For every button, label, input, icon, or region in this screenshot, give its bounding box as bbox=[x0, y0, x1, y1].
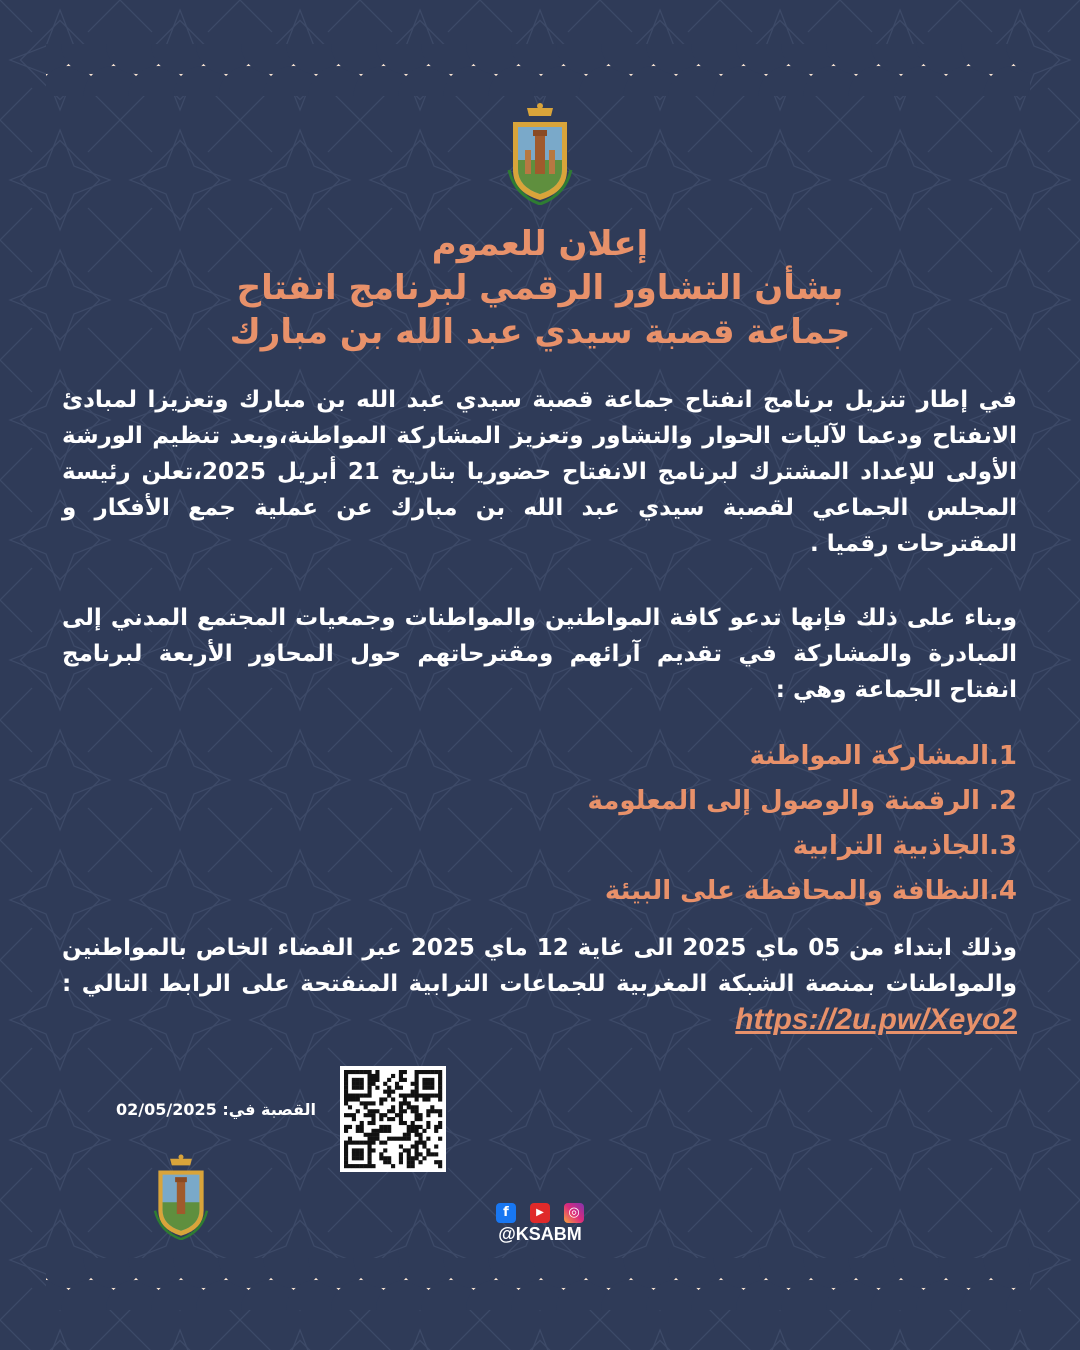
facebook-icon[interactable]: f bbox=[496, 1203, 516, 1223]
period-paragraph bbox=[62, 930, 1017, 1040]
date-line bbox=[76, 1100, 316, 1119]
axis-item-4: 4.النظافة والمحافظة على البيئة bbox=[604, 876, 1017, 906]
social-handle: @KSABM bbox=[498, 1224, 582, 1244]
intro-paragraph: في إطار تنزيل برنامج انفتاح جماعة قصبة سيدي عبد الله بن مبارك وتعزيزا لمبادئ الانفتاح ودعما لآليات الحوار والتشاور وتعزيز المشاركة المواطنة،وبعد تنظيم الورشة الأولى للإعداد المشترك لبرنامج الانفتاح حضوريا بتاريخ 21 أبريل 2025،تعلن رئيسة المجلس الجماعي لقصبة سيدي عبد الله بن مبارك عن عملية جمع الأفكار و المقترحات رقميا . bbox=[62, 387, 1017, 557]
title-line-2: بشأن التشاور الرقمي لبرنامج انفتاح bbox=[236, 268, 844, 308]
program-axes-list bbox=[62, 734, 1017, 914]
consultation-link[interactable]: https://2u.pw/Xeyo2 bbox=[735, 1003, 1017, 1036]
axis-item-2: 2. الرقمنة والوصول إلى المعلومة bbox=[587, 786, 1017, 816]
invitation-paragraph: وبناء على ذلك فإنها تدعو كافة المواطنين والمواطنات وجمعيات المجتمع المدني إلى المبادرة والمشاركة في تقديم آرائهم ومقترحاتهم حول المحاور الأربعة لبرنامج انفتاح الجماعة وهي : bbox=[62, 605, 1017, 703]
social-icons bbox=[490, 1203, 594, 1225]
top-ornament-band bbox=[46, 44, 1030, 96]
axis-item-1: 1.المشاركة المواطنة bbox=[749, 741, 1017, 771]
instagram-icon[interactable]: ◎ bbox=[564, 1203, 584, 1223]
period-text: وذلك ابتداء من 05 ماي 2025 الى غاية 12 ماي 2025 عبر الفضاء الخاص بالمواطنين والمواطنات بمنصة الشبكة المغربية للجماعات الترابية المنفتحة على الرابط التالي : bbox=[62, 935, 1018, 997]
title-line-3: جماعة قصبة سيدي عبد الله بن مبارك bbox=[229, 312, 851, 352]
title-line-1: إعلان للعموم bbox=[431, 224, 649, 264]
place-label: القصبة في: bbox=[222, 1100, 316, 1119]
announcement-title bbox=[80, 222, 1000, 354]
announcement-date: 02/05/2025 bbox=[116, 1100, 217, 1119]
axis-item-3: 3.الجاذبية الترابية bbox=[792, 831, 1017, 861]
bottom-ornament-band bbox=[46, 1258, 1030, 1310]
municipality-crest-logo-small bbox=[150, 1152, 212, 1240]
municipality-crest-logo bbox=[505, 100, 575, 205]
youtube-icon[interactable]: ▶ bbox=[530, 1203, 550, 1223]
qr-code[interactable] bbox=[340, 1066, 446, 1172]
